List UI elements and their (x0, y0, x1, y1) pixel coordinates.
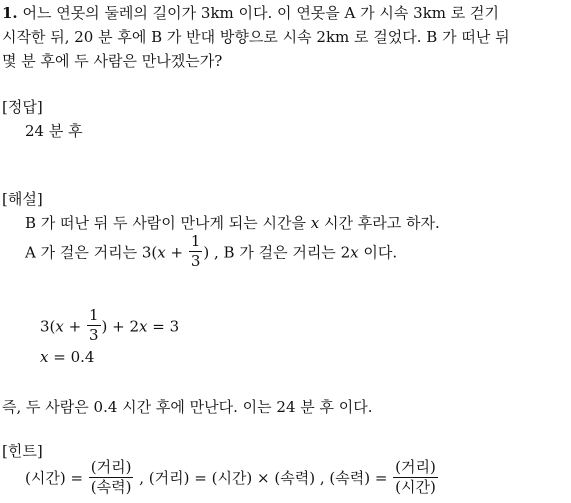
hint-formulas (25, 457, 439, 497)
hint-speed-lhs: (속력) = (329, 469, 393, 487)
fraction-numerator: 1 (190, 232, 201, 250)
variable-x: x (157, 243, 166, 262)
explanation-line-1-pre: B 가 떠난 뒤 두 사람이 만나게 되는 시간을 (25, 214, 307, 232)
explanation-line-2-mid: ) , B 가 걸은 거리는 2 (203, 243, 351, 262)
fraction-one-third (189, 234, 203, 269)
fraction-denominator: (속력) (90, 477, 132, 496)
answer-heading: [정답] (2, 98, 43, 116)
answer-text: 24 분 후 (25, 122, 83, 140)
fraction-distance-over-speed (89, 457, 134, 496)
equation-2-rhs: = 0.4 (48, 348, 95, 366)
fraction-distance-over-time (393, 457, 438, 496)
fraction-numerator: (거리) (90, 457, 132, 476)
hint-distance-formula: (거리) = (시간) × (속력) (148, 469, 316, 487)
equation-2 (40, 346, 94, 368)
problem-line-2: 시작한 뒤, 20 분 후에 B 가 반대 방향으로 시속 2km 로 걸었다. B 가 떠난 뒤 (2, 28, 510, 46)
explanation-line-1 (25, 212, 440, 234)
problem-number: 1. (2, 4, 18, 22)
problem-line-3: 몇 분 후에 두 사람은 만나겠는가? (2, 52, 223, 70)
variable-x: x (139, 317, 148, 336)
variable-x: x (350, 243, 359, 262)
conclusion-text: 즉, 두 사람은 0.4 시간 후에 만난다. 이는 24 분 후 이다. (2, 398, 373, 416)
equation-1-pre: 3( (40, 317, 56, 336)
explanation-heading: [해설] (2, 190, 43, 208)
explanation-line-2 (25, 232, 398, 271)
problem-text-1: 어느 연못의 둘레의 길이가 3km 이다. 이 연못을 A 가 시속 3km 로 걷기 (22, 4, 500, 22)
plus-sign: + (63, 317, 86, 336)
fraction-numerator: (거리) (395, 457, 436, 476)
hint-separator: , (315, 469, 330, 487)
plus-sign: + (165, 243, 188, 262)
fraction-denominator: (시간) (395, 477, 436, 496)
problem-line-1 (2, 2, 499, 24)
explanation-line-2-post: 이다. (358, 243, 398, 262)
hint-separator: , (134, 469, 149, 487)
equation-1-rhs: = 3 (147, 317, 180, 336)
fraction-denominator: 3 (190, 252, 201, 270)
explanation-line-2-pre: A 가 걸은 거리는 3( (25, 243, 158, 262)
equation-1 (40, 306, 180, 345)
equation-1-mid: ) + 2 (101, 317, 140, 336)
hint-time-lhs: (시간) = (25, 469, 88, 487)
fraction-denominator: 3 (88, 326, 99, 344)
hint-heading: [힌트] (2, 442, 43, 460)
explanation-line-1-post: 시간 후라고 하자. (324, 214, 440, 232)
fraction-numerator: 1 (88, 306, 99, 324)
variable-x: x (310, 214, 320, 232)
variable-x: x (40, 348, 49, 366)
fraction-one-third (87, 308, 101, 343)
variable-x: x (55, 317, 64, 336)
